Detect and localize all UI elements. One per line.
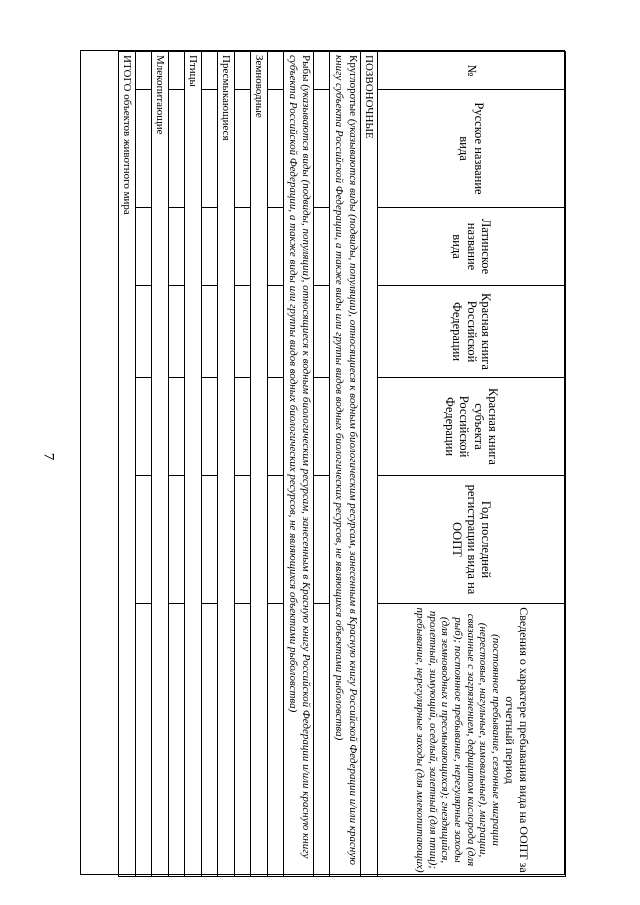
table-row <box>136 52 152 877</box>
col-num: № <box>378 52 566 90</box>
col-last-registration: Год последней регистрации вида на ООПТ <box>378 476 566 604</box>
stay-details: (постоянное пребывание, сезонные миграции (нерестовые, нагульные, зимовальные), миграции, связанные с загрязнением, дефицитом кислорода (для рыб); постоянное пребывание, нерегулярные заходы (для земноводных и пресмыкающихся); гнездящийся, пролетный, зимующий, оседлый, залетный (для птиц); пребывание, нерегулярные заходы (для млекопитающих) <box>414 607 502 873</box>
section-fish <box>284 52 315 877</box>
table-row <box>202 52 218 877</box>
col-stay-info <box>378 604 566 877</box>
col-russian-name: Русское название вида <box>378 90 566 208</box>
cyclostomes-title: Круглоротые <box>347 55 359 117</box>
section-row <box>185 52 202 877</box>
species-table <box>118 51 566 877</box>
rotated-table-frame <box>80 50 565 875</box>
section-vertebrates: ПОЗВОНОЧНЫЕ <box>361 52 378 877</box>
table-row <box>314 52 330 877</box>
rotated-content <box>81 51 566 876</box>
fish-note: (указываются виды (подвиды, популяции), относящиеся к водным биологическим ресурсам, занесенным в Красную книгу Российской Федерации и/или красную книгу субъекта Российской Федерации, а также виды или группы видов водных биологических ресурсов, не являющихся объектами рыболовства) <box>286 55 313 859</box>
section-row <box>284 52 315 877</box>
section-cyclostomes <box>330 52 361 877</box>
section-row <box>218 52 235 877</box>
stay-title: Сведения о характере пребывания вида на ООПТ за отчетный период <box>502 607 531 873</box>
table-row <box>235 52 251 877</box>
header-row <box>378 52 566 877</box>
section-row <box>330 52 361 877</box>
section-birds: Птицы <box>185 52 202 877</box>
total-row <box>119 52 136 877</box>
section-row <box>361 52 378 877</box>
col-latin-name: Латинское название вида <box>378 208 566 286</box>
cyclostomes-note: (указываются виды (подвиды, популяции), относящиеся к водным биологическим ресурсам, занесенным в Красную книгу Российской Федерации и/или красную книгу субъекта Российской Федерации, а также виды или группы видов водных биологических ресурсов, не являющихся объектами рыболовства) <box>333 55 359 865</box>
page-number: 7 <box>40 452 57 461</box>
section-row <box>251 52 268 877</box>
section-mammals: Млекопитающие <box>152 52 169 877</box>
section-reptiles: Пресмыкающиеся <box>218 52 235 877</box>
table-row <box>268 52 284 877</box>
fish-title: Рыбы <box>300 55 313 82</box>
total-label: ИТОГО объектов животного мира <box>119 52 136 877</box>
section-row <box>152 52 169 877</box>
table-row <box>169 52 185 877</box>
section-amphibians: Земноводные <box>251 52 268 877</box>
col-red-book-subject: Красная книга субъекта Российской Федерации <box>378 378 566 476</box>
col-red-book-rf: Красная книга Российской Федерации <box>378 286 566 378</box>
